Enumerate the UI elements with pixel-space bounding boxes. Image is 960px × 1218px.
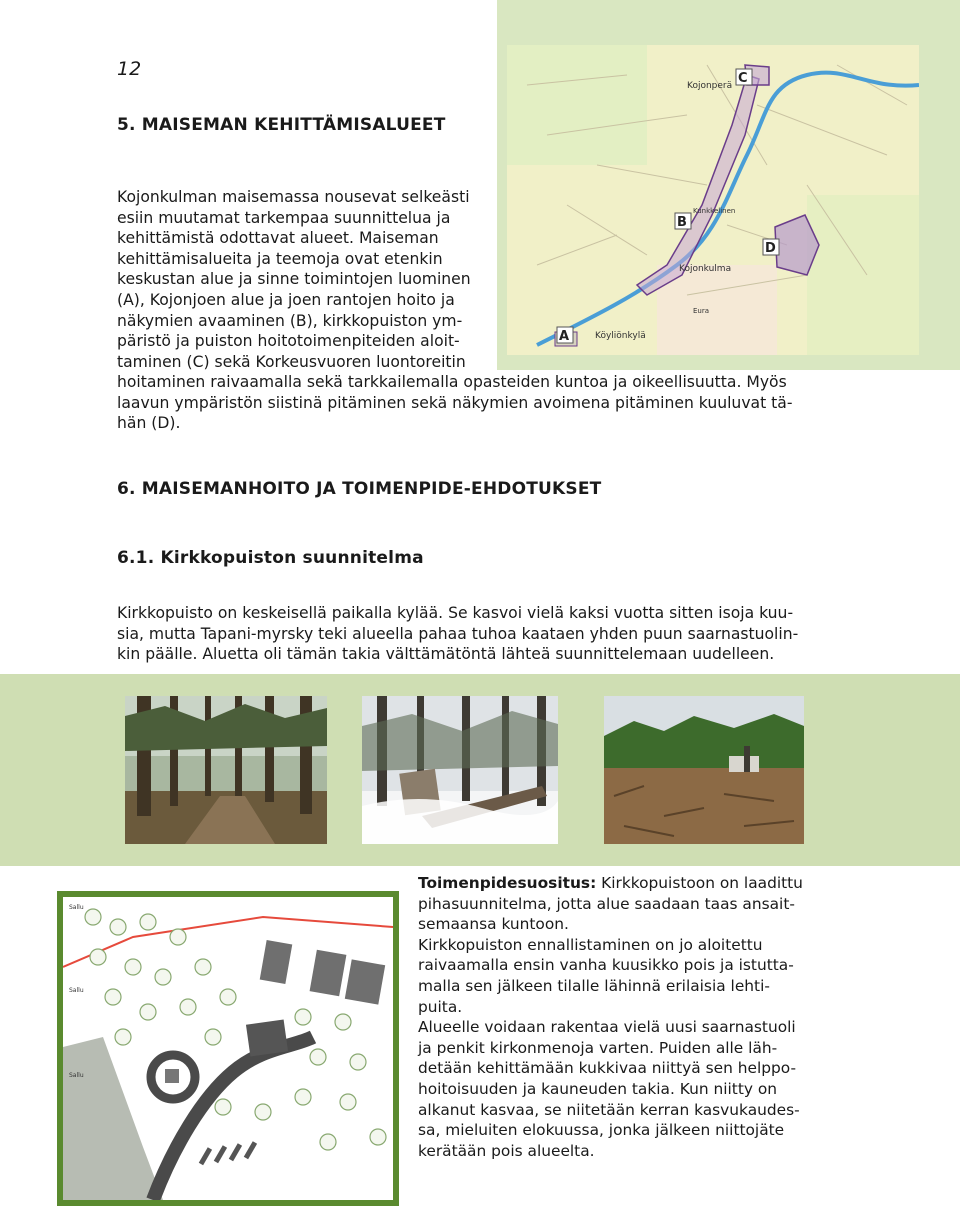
recommendation <box>418 873 816 1161</box>
map-place-eura: Eura <box>693 307 710 315</box>
plan-label: Sallu <box>69 904 84 911</box>
text-line: malla sen jälkeen tilalle lähinnä erilaisia lehti- <box>418 976 770 995</box>
section-6-heading: 6. MAISEMANHOITO JA TOIMENPIDE-EHDOTUKSET <box>117 479 602 499</box>
map-label-d: D <box>765 241 776 256</box>
site-plan <box>57 891 399 1206</box>
map-label-b: B <box>677 215 687 230</box>
recommendation-first-line-rest: Kirkkopuistoon on laadittu <box>596 874 803 892</box>
page-number: 12 <box>117 58 142 80</box>
section-6-1-heading: 6.1. Kirkkopuiston suunnitelma <box>117 548 424 568</box>
text-line: hoitaminen raivaamalla sekä tarkkailemalla opasteiden kuntoa ja oikeellisuutta. Myös <box>117 373 787 391</box>
text-line: Kojonkulman maisemassa nousevat selkeästi <box>117 188 470 206</box>
map-label-a: A <box>559 329 570 344</box>
map-place-koylionkyla: Köyliönkylä <box>595 331 646 341</box>
text-line: kerätään pois alueelta. <box>418 1141 595 1160</box>
text-line: Kirkkopuisto on keskeisellä paikalla kylää. Se kasvoi vielä kaksi vuotta sitten isoja kuu- <box>117 604 794 622</box>
map-place-kojonkulma: Kojonkulma <box>679 264 732 274</box>
text-line: hän (D). <box>117 414 181 433</box>
site-plan-graphic <box>63 897 393 1200</box>
map-label-c: C <box>738 71 748 86</box>
text-line: näkymien avaaminen (B), kirkkopuiston ym- <box>117 311 463 330</box>
text-line: kehittämistä odottavat alueet. Maiseman <box>117 229 439 248</box>
text-line: taminen (C) sekä Korkeusvuoren luontoreitin <box>117 352 466 371</box>
photo-cleared-park <box>604 696 804 844</box>
text-line: alkanut kasvaa, se niitetään kerran kasvukaudes- <box>418 1100 800 1119</box>
recommendation-first-line <box>418 873 816 894</box>
photo-band <box>0 674 960 866</box>
text-line: kin päälle. Aluetta oli tämän takia välttämätöntä lähteä suunnittelemaan uudelleen. <box>117 645 775 664</box>
text-line: ja penkit kirkonmenoja varten. Puiden alle läh- <box>418 1038 778 1057</box>
text-line: hoitoisuuden ja kauneuden takia. Kun niitty on <box>418 1079 778 1098</box>
text-line: sia, mutta Tapani-myrsky teki alueella pahaa tuhoa kaataen yhden puun saarnastuolin- <box>117 624 799 643</box>
text-line: Kirkkopuiston ennallistaminen on jo aloitettu <box>418 935 763 954</box>
text-line: laavun ympäristön siistinä pitäminen sekä näkymien avoimena pitäminen kuuluvat tä- <box>117 393 793 412</box>
map-place-kunkkelinen: Kunkkelinen <box>693 207 736 215</box>
text-line: detään kehittämään kukkivaa niittyä sen helppo- <box>418 1059 797 1078</box>
section-5-body-wide <box>117 372 817 434</box>
photo-snowy-storm-damage <box>362 696 558 844</box>
landscape-map <box>497 0 960 370</box>
plan-label: Sallu <box>69 987 84 994</box>
section-6-1-body <box>117 603 817 665</box>
text-line: puita. <box>418 997 463 1016</box>
section-5-body-narrow <box>117 187 481 372</box>
text-line: päristö ja puiston hoitotoimenpiteiden aloit- <box>117 332 460 351</box>
text-line: sa, mieluiten elokuussa, jonka jälkeen niittojäte <box>418 1121 785 1140</box>
map-place-kojonpera: Kojonperä <box>687 81 733 91</box>
section-5-heading: 5. MAISEMAN KEHITTÄMISALUEET <box>117 115 446 135</box>
text-line: (A), Kojonjoen alue ja joen rantojen hoito ja <box>117 290 455 309</box>
photo-forest-path <box>125 696 327 844</box>
text-line: raivaamalla ensin vanha kuusikko pois ja istutta- <box>418 956 794 975</box>
text-line: pihasuunnitelma, jotta alue saadaan taas ansait- <box>418 894 795 913</box>
text-line: semaansa kuntoon. <box>418 915 569 934</box>
text-line: Alueelle voidaan rakentaa vielä uusi saarnastuoli <box>418 1018 796 1037</box>
text-line: esiin muutamat tarkempaa suunnittelua ja <box>117 208 451 227</box>
recommendation-label: Toimenpidesuositus: <box>418 874 597 892</box>
text-line: kehittämisalueita ja teemoja ovat etenkin <box>117 249 443 268</box>
plan-label: Sallu <box>69 1072 84 1079</box>
map-graphic <box>507 45 919 355</box>
text-line: keskustan alue ja sinne toimintojen luominen <box>117 270 471 289</box>
